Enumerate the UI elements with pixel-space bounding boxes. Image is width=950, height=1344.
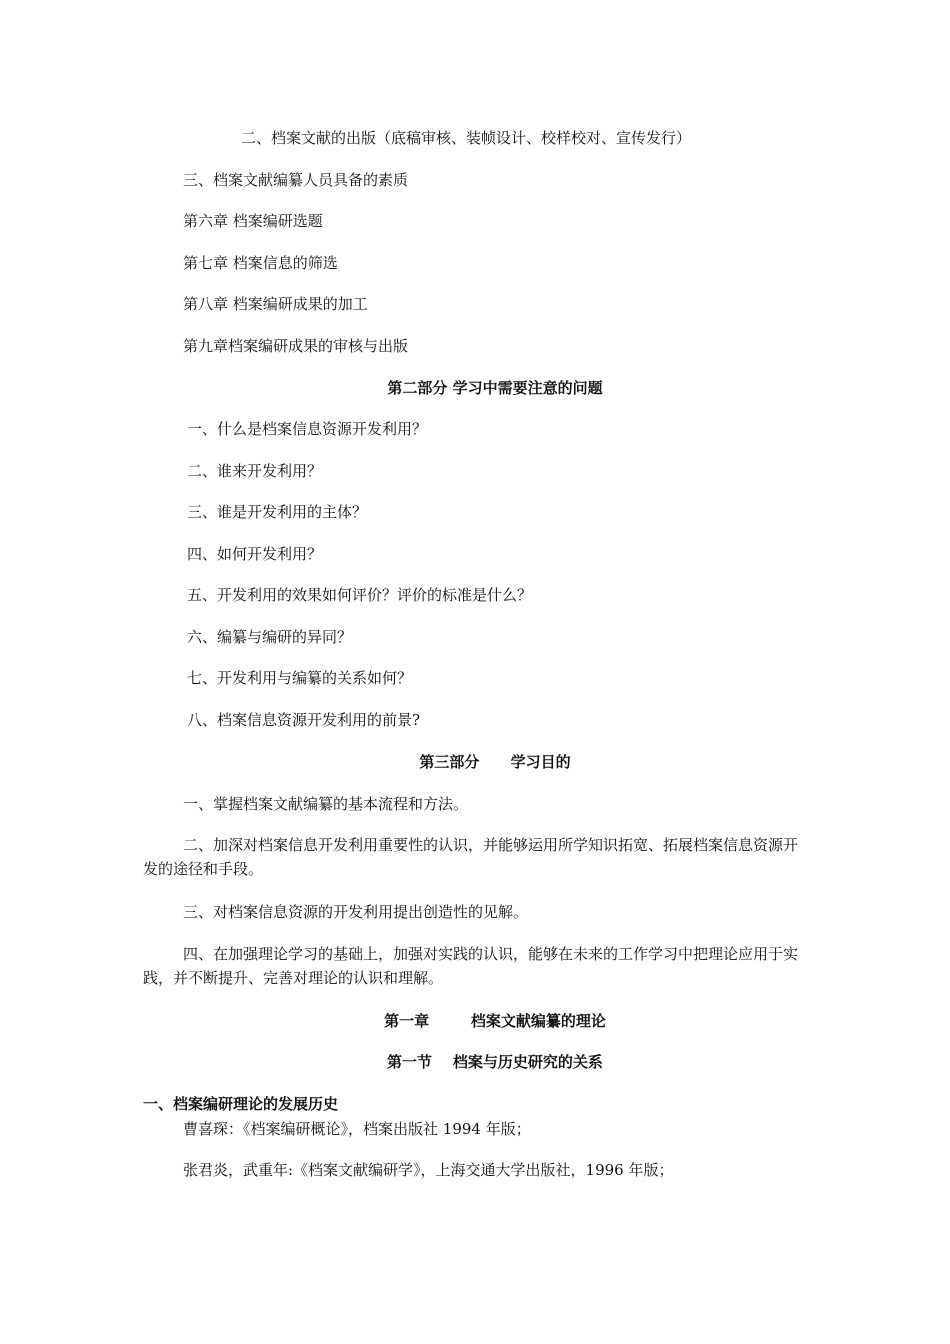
question-item: 一、什么是档案信息资源开发利用？	[187, 420, 428, 438]
question-item: 四、如何开发利用？	[187, 545, 323, 563]
toc-item-qualities: 三、档案文献编纂人员具备的素质	[183, 171, 409, 189]
question-item: 七、开发利用与编纂的关系如何？	[187, 669, 413, 687]
toc-chapter-6: 第六章 档案编研选题	[183, 212, 323, 230]
goal-item: 三、对档案信息资源的开发利用提出创造性的见解。	[183, 903, 529, 921]
toc-item-publication: 二、档案文献的出版（底稿审核、装帧设计、校样校对、宣传发行）	[241, 129, 692, 147]
part-2-heading: 第二部分 学习中需要注意的问题	[387, 379, 603, 397]
toc-chapter-9: 第九章档案编研成果的审核与出版	[183, 337, 409, 355]
reference-item: 曹喜琛：《档案编研概论》，档案出版社 1994 年版；	[183, 1120, 531, 1138]
part-3-heading: 第三部分 学习目的	[419, 753, 571, 771]
section-1-heading: 第一节 档案与历史研究的关系	[387, 1053, 603, 1071]
chapter-1-heading: 第一章 档案文献编纂的理论	[384, 1012, 606, 1030]
goal-item: 二、加深对档案信息开发利用重要性的认识，并能够运用所学知识拓宽、拓展档案信息资源开发的途径和手段。	[143, 836, 799, 878]
question-item: 五、开发利用的效果如何评价？评价的标准是什么？	[187, 586, 533, 604]
question-item: 二、谁来开发利用？	[187, 462, 323, 480]
reference-item: 张君炎，武重年:《档案文献编研学》，上海交通大学出版社，1996 年版；	[183, 1161, 674, 1179]
question-item: 六、编纂与编研的异同？	[187, 628, 353, 646]
toc-chapter-8: 第八章 档案编研成果的加工	[183, 295, 368, 313]
question-item: 八、档案信息资源开发利用的前景?	[187, 711, 421, 729]
question-item: 三、谁是开发利用的主体？	[187, 503, 368, 521]
subsection-heading: 一、档案编研理论的发展历史	[143, 1095, 339, 1113]
toc-chapter-7: 第七章 档案信息的筛选	[183, 254, 338, 272]
goal-item: 四、在加强理论学习的基础上，加强对实践的认识，能够在未来的工作学习中把理论应用于实践，并不断提升、完善对理论的认识和理解。	[143, 945, 799, 987]
goal-item: 一、掌握档案文献编纂的基本流程和方法。	[183, 795, 469, 813]
